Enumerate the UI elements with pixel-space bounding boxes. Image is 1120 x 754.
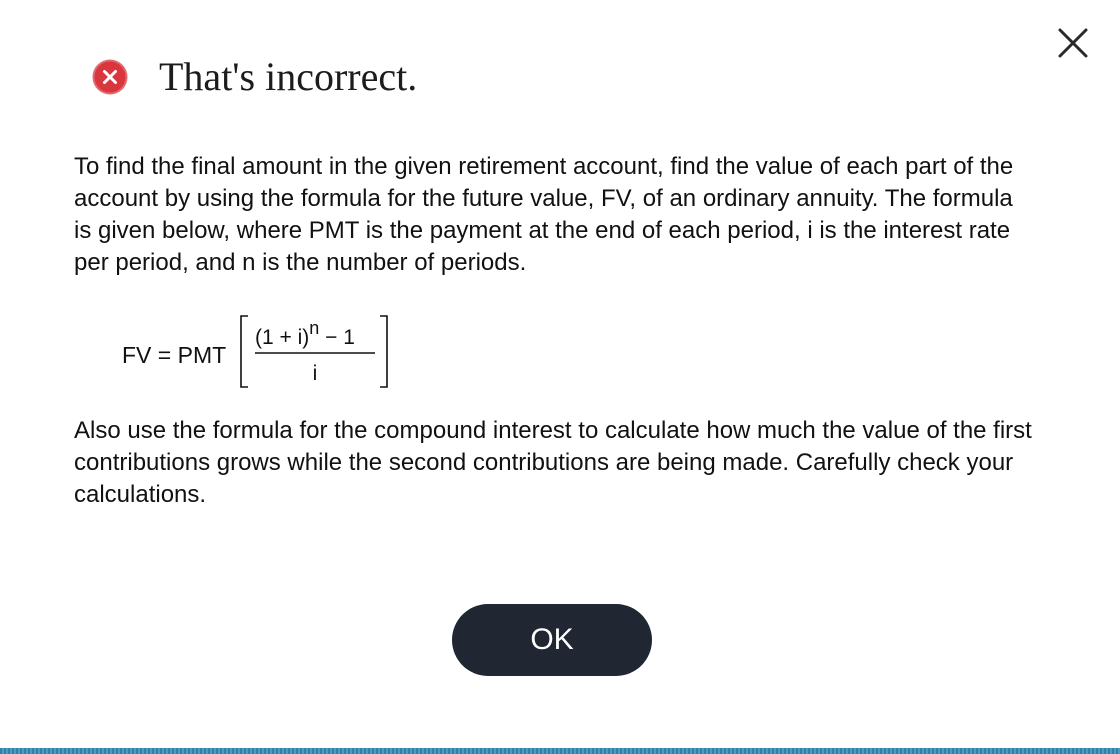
formula-lhs: FV = PMT (122, 342, 227, 368)
error-x-circle-icon (92, 59, 128, 95)
dialog-header (92, 50, 417, 104)
dialog-title: That's incorrect. (159, 54, 418, 99)
formula-denominator: i (312, 362, 318, 385)
formula-numerator: (1 + i)n − 1 (255, 318, 355, 349)
close-button[interactable] (1054, 24, 1092, 62)
dialog-bottom-border (0, 748, 1120, 754)
explanation-paragraph-1: To find the final amount in the given retirement account, find the value of each part of the account by using the formula for the future value, FV, of an ordinary annuity. The formula is given below, where PMT is the payment at the end of each period, i is the interest rate per period, and n is the number of periods. (74, 153, 1014, 276)
formula-bracket-fraction (234, 312, 394, 392)
explanation-paragraph-2: Also use the formula for the compound interest to calculate how much the value of the first contributions grows while the second contributions are being made. Carefully check your calculations. (74, 417, 1032, 508)
close-icon (1056, 26, 1090, 60)
ok-button[interactable]: OK (452, 604, 652, 676)
